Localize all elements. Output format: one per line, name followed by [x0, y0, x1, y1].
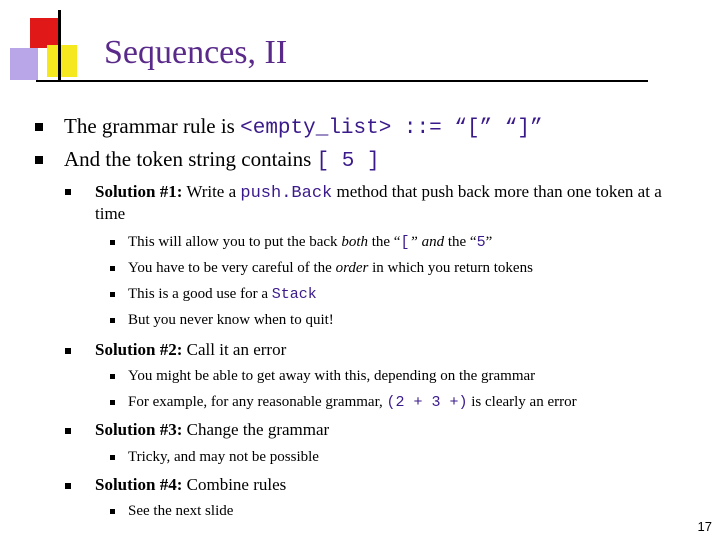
bullet-icon	[65, 348, 71, 354]
code-token-string: [ 5 ]	[316, 150, 380, 173]
solution-2	[95, 340, 286, 360]
text: This is a good use for a	[128, 286, 272, 302]
code-empty-list-rule: <empty_list> ::= “[” “]”	[240, 117, 543, 140]
s1-item-both	[128, 233, 492, 252]
title-divider	[36, 80, 648, 82]
text: the “	[367, 234, 401, 250]
text: Change the grammar	[182, 420, 330, 439]
bullet-icon	[110, 292, 115, 297]
text: And the token string contains	[64, 147, 317, 171]
bullet-icon	[65, 483, 71, 489]
solution-4	[95, 475, 286, 495]
code-five: 5	[476, 234, 486, 251]
bullet-icon	[65, 189, 71, 195]
solution-1-label: Solution #1:	[95, 182, 183, 201]
s4-item-next: See the next slide	[128, 503, 234, 519]
bullet-icon	[110, 318, 115, 323]
bullet-icon	[110, 509, 115, 514]
page-number: 17	[697, 519, 712, 534]
text: Combine rules	[182, 475, 287, 494]
bullet-icon	[110, 240, 115, 245]
solution-2-label: Solution #2:	[95, 340, 183, 359]
code-bracket: [	[400, 234, 410, 251]
code-stack: Stack	[271, 286, 317, 303]
em-text: order	[335, 260, 369, 276]
bullet-token-string	[64, 147, 380, 174]
text: in which you return tokens	[368, 260, 533, 276]
em-text: both	[341, 234, 368, 250]
s2-item-grammar: You might be able to get away with this, depending on the grammar	[128, 368, 536, 384]
text: Call it an error	[182, 340, 287, 359]
code-expression: (2 + 3 +)	[386, 394, 468, 411]
text: This will allow you to put the back	[128, 234, 342, 250]
text: You have to be very careful of the	[128, 260, 336, 276]
bullet-icon	[110, 455, 115, 460]
text: is clearly an error	[467, 394, 577, 410]
text: method that push back more than one token at a time	[95, 182, 662, 224]
text: ”	[485, 234, 493, 250]
solution-3-label: Solution #3:	[95, 420, 183, 439]
s1-item-stack	[128, 285, 317, 304]
slide-logo-icon	[0, 0, 100, 90]
s1-item-order	[128, 259, 533, 277]
solution-4-label: Solution #4:	[95, 475, 183, 494]
solution-3	[95, 420, 329, 440]
bullet-icon	[110, 400, 115, 405]
em-text: ” and	[409, 234, 445, 250]
bullet-grammar-rule	[64, 114, 543, 141]
code-pushback: push.Back	[240, 184, 333, 203]
bullet-icon	[35, 156, 43, 164]
text: For example, for any reasonable grammar,	[128, 394, 387, 410]
slide-title: Sequences, II	[104, 34, 288, 71]
bullet-icon	[35, 123, 43, 131]
bullet-icon	[110, 266, 115, 271]
text: the “	[444, 234, 477, 250]
bullet-icon	[65, 428, 71, 434]
s1-item-quit: But you never know when to quit!	[128, 312, 334, 328]
s2-item-example	[128, 393, 577, 412]
s3-item-tricky: Tricky, and may not be possible	[128, 449, 319, 465]
text: The grammar rule is	[64, 114, 241, 138]
text: Write a	[182, 182, 241, 201]
bullet-icon	[110, 374, 115, 379]
solution-1	[95, 182, 685, 225]
